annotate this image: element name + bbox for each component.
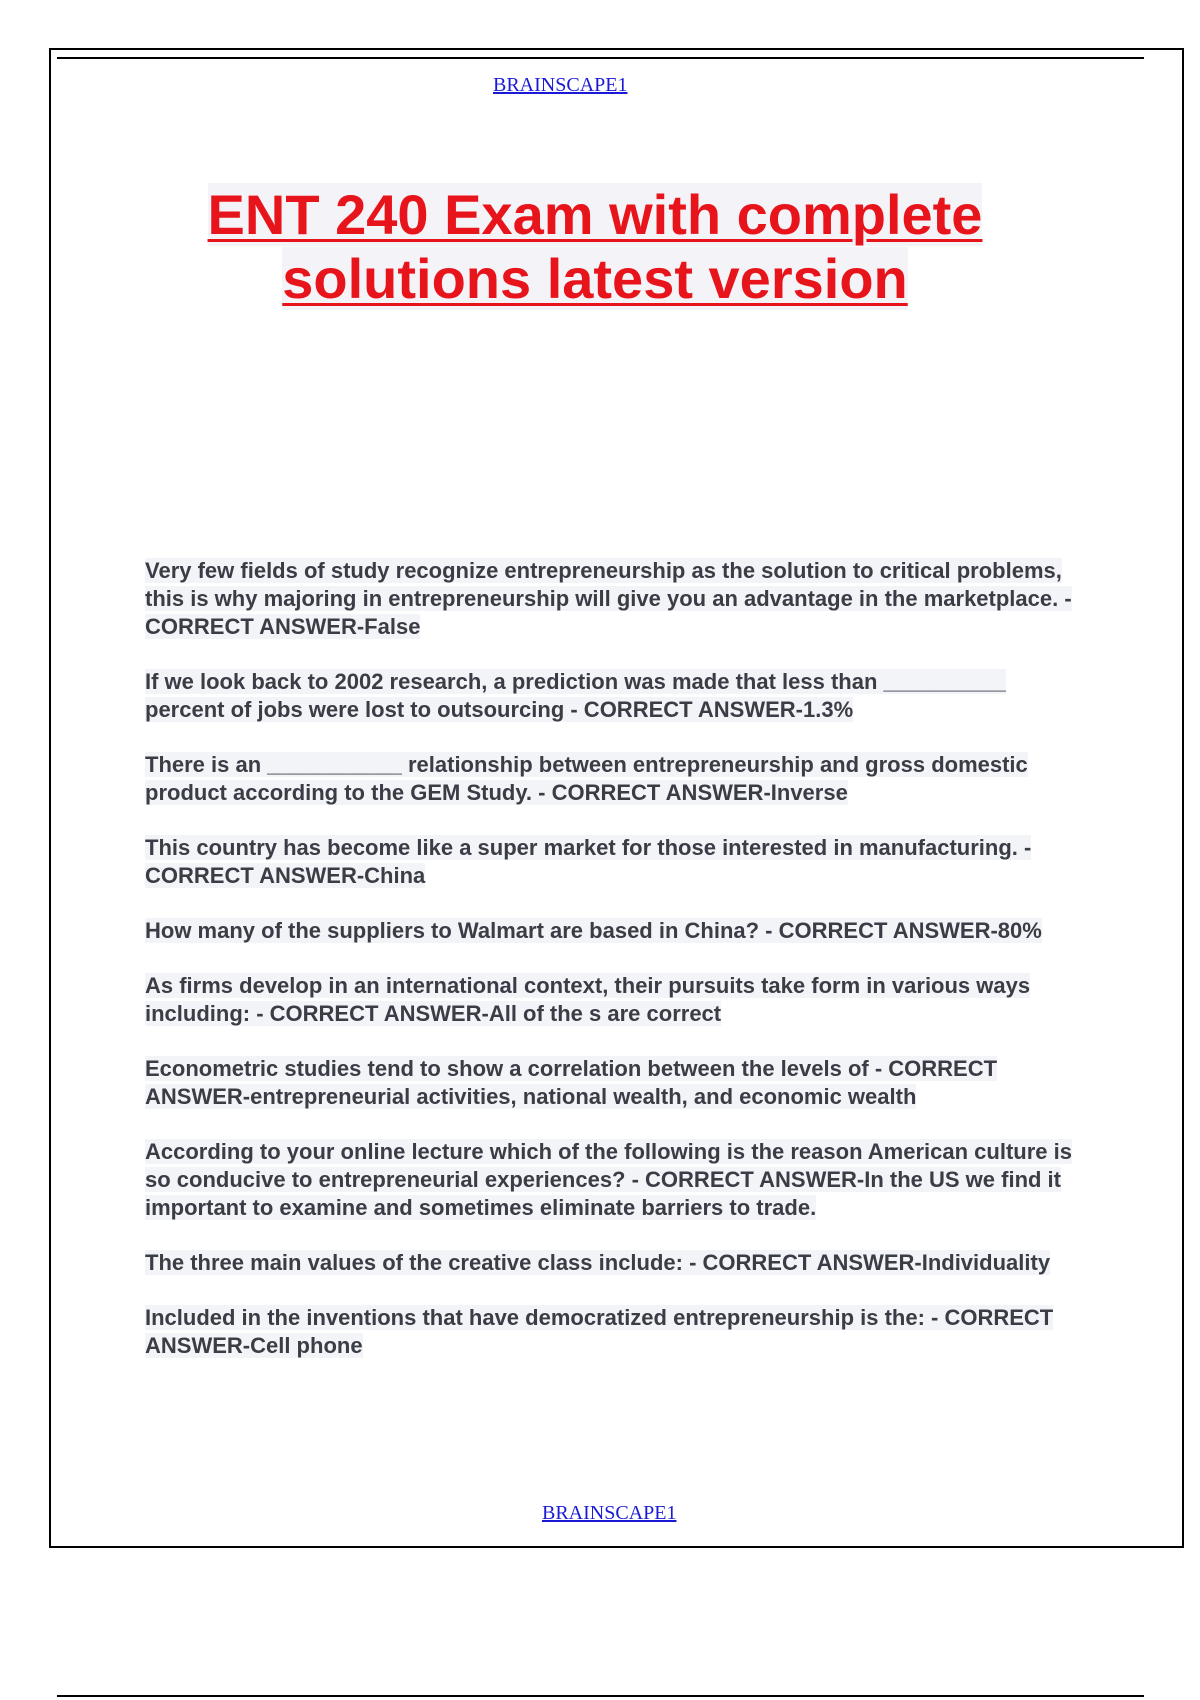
qa-item-7	[145, 1055, 1090, 1111]
document-title	[150, 183, 1040, 311]
document-title-text: ENT 240 Exam with complete solutions latest version	[207, 183, 983, 310]
qa-item-5	[145, 917, 1090, 945]
qa-text: Very few fields of study recognize entrepreneurship as the solution to critical problems, this is why majoring in entrepreneurship will give you an advantage in the marketplace. - CORRECT ANSWER-False	[145, 558, 1072, 639]
qa-item-3	[145, 751, 1090, 807]
top-rule	[57, 57, 1144, 59]
qa-text: The three main values of the creative class include: - CORRECT ANSWER-Individuality	[145, 1250, 1051, 1275]
qa-text: As firms develop in an international context, their pursuits take form in various ways including: - CORRECT ANSWER-All of the s are correct	[145, 973, 1031, 1026]
qa-text: Econometric studies tend to show a correlation between the levels of - CORRECT ANSWER-entrepreneurial activities, national wealth, and economic wealth	[145, 1056, 998, 1109]
qa-list	[145, 557, 1090, 1387]
qa-item-10	[145, 1304, 1090, 1360]
footer-brand-link[interactable]: BRAINSCAPE1	[542, 1502, 677, 1524]
header-brand-link[interactable]: BRAINSCAPE1	[493, 74, 628, 96]
qa-item-8	[145, 1138, 1090, 1222]
qa-item-1	[145, 557, 1090, 641]
qa-text: If we look back to 2002 research, a prediction was made that less than __________ percent of jobs were lost to outsourcing - CORRECT ANSWER-1.3%	[145, 669, 1006, 722]
bottom-rule	[57, 1695, 1144, 1697]
qa-item-9	[145, 1249, 1090, 1277]
qa-text: This country has become like a super market for those interested in manufacturing. - CORRECT ANSWER-China	[145, 835, 1032, 888]
qa-item-2	[145, 668, 1090, 724]
qa-text: There is an ___________ relationship between entrepreneurship and gross domestic product according to the GEM Study. - CORRECT ANSWER-Inverse	[145, 752, 1028, 805]
qa-text: How many of the suppliers to Walmart are based in China? - CORRECT ANSWER-80%	[145, 918, 1042, 943]
qa-text: According to your online lecture which of the following is the reason American culture is so conducive to entrepreneurial experiences? - CORRECT ANSWER-In the US we find it important to examine and sometimes eliminate barriers to trade.	[145, 1139, 1072, 1220]
qa-item-4	[145, 834, 1090, 890]
qa-text: Included in the inventions that have democratized entrepreneurship is the: - CORRECT ANSWER-Cell phone	[145, 1305, 1054, 1358]
qa-item-6	[145, 972, 1090, 1028]
